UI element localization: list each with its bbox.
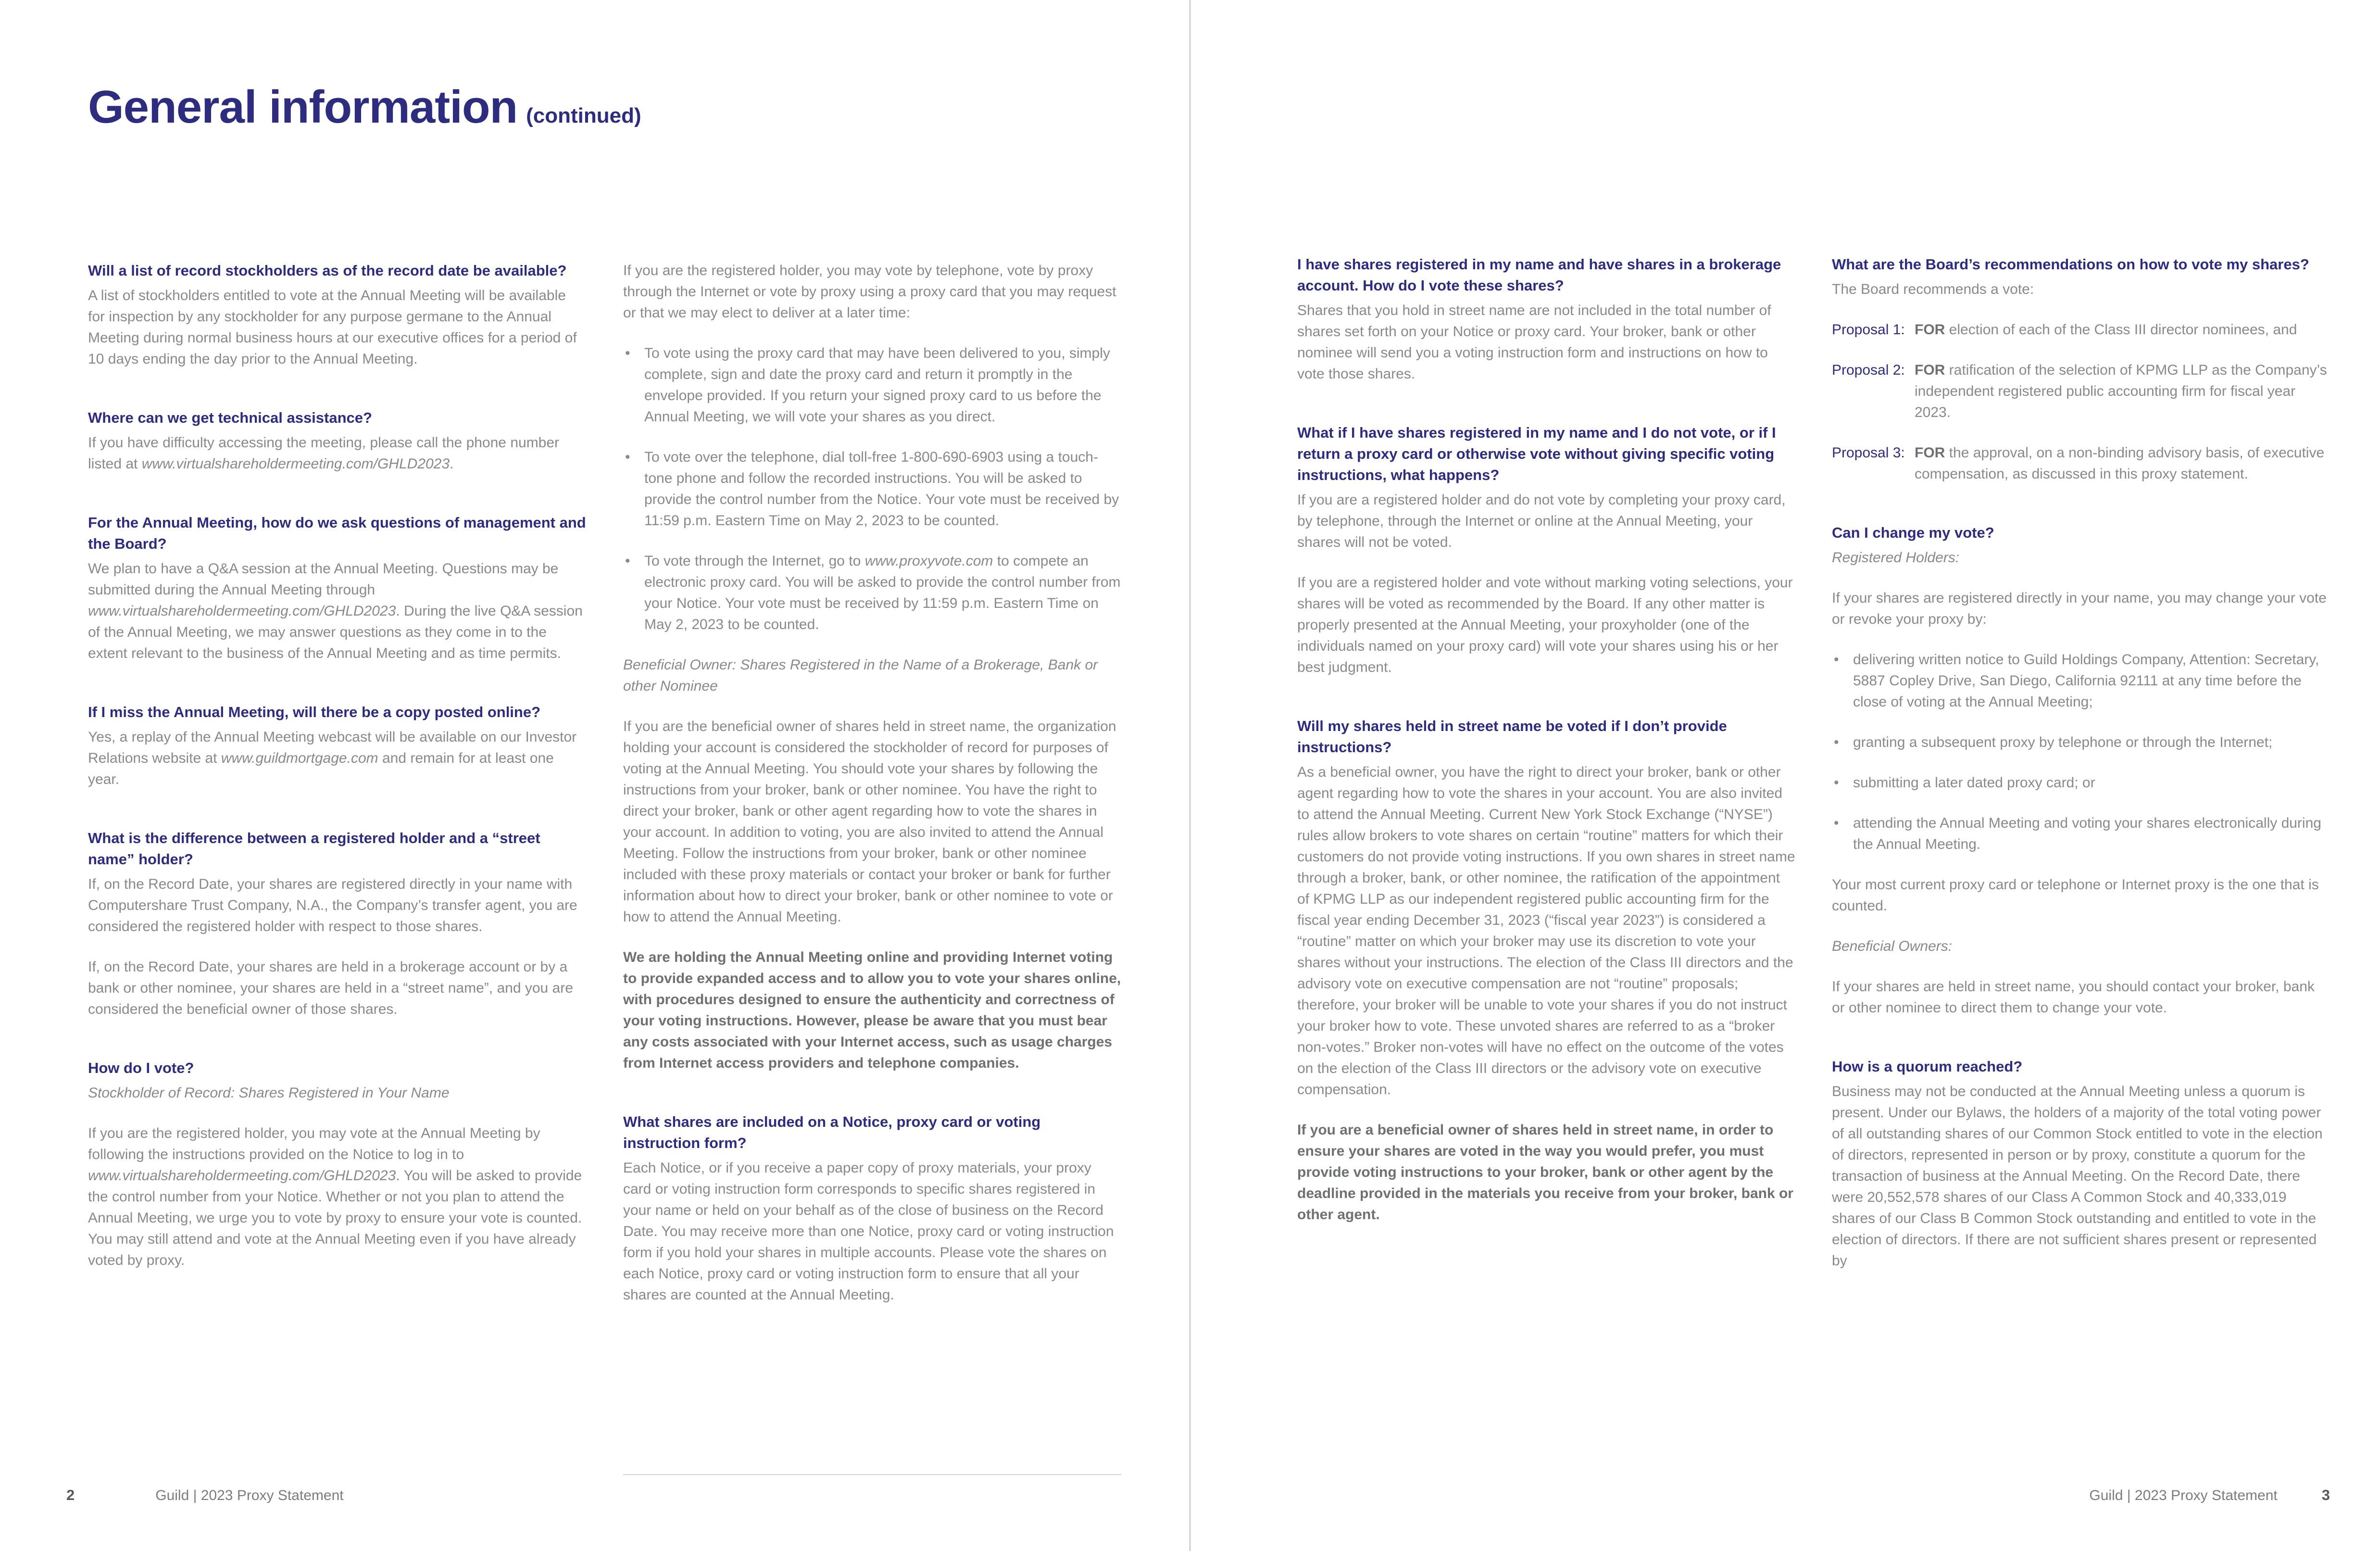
body-paragraph [88,874,586,937]
bullet-text [644,345,1110,425]
question-heading [1832,1056,2330,1077]
text-run: What are the Board’s recommendations on how to vote my shares? [1832,256,2309,273]
column-4 [1832,254,2330,1272]
text-run: granting a subsequent proxy by telephone or through the Internet; [1853,734,2273,750]
bullet-item [623,551,1121,635]
body-paragraph [88,957,586,1020]
italic-text-run: www.virtualshareholdermeeting.com/GHLD2023 [88,1168,396,1184]
text-run: attending the Annual Meeting and voting your shares electronically during the Annual Meeting. [1853,815,2321,852]
footer-label: Guild | 2023 Proxy Statement [2089,1488,2278,1503]
text-run: If you have difficulty accessing the meeting, please call the phone number listed at [88,435,560,472]
bullet-item [1832,649,2330,713]
text-run: If you are the beneficial owner of shares held in street name, the organization holding your account is considered the stockholder of record for purposes of voting at the Annual Meeting. You should vote your shares by following the instructions from your broker, bank or other nominee. You have the right to direct your broker, bank or other agent regarding how to vote the shares in your account. In addition to voting, you are also invited to attend the Annual Meeting. Follow the instructions from your broker, bank or other nominee included with these proxy materials or contact your broker or bank for further information about how to direct your broker, bank or other nominee to vote or how to attend the Annual Meeting. [623,719,1116,925]
bullet-glyph: • [625,345,630,361]
text-run: As a beneficial owner, you have the right to direct your broker, bank or other agent regarding how to vote the shares in your account. You are also invited to attend the Annual Meeting. Current New York Stock Exchange (“NYSE”) rules allow brokers to vote shares on certain “routine” matters for which their customers do not provide voting instructions. If you own shares in street name through a broker, bank, or other nominee, the ratification of the appointment of KPMG LLP as our independent registered public accounting firm for the fiscal year ending December 31, 2023 (“fiscal year 2023”) is considered a “routine” matter on which your broker may use its discretion to vote your shares without your instructions. The election of the Class III directors and the advisory vote on executive compensation are not “routine” proposals; therefore, your broker will be unable to vote your shares if you do not instruct your broker how to vote. These unvoted shares are referred to as a “broker non-votes.” Broker non-votes will have no effect on the outcome of the votes on the election of the Class III directors or the advisory vote on executive compensation. [1297,764,1795,1097]
text-run: . You will be asked to provide the control number from your Notice. Whether or not you plan to attend the Annual Meeting, we urge you to vote by proxy to ensure your vote is counted. You may still attend and vote at the Annual Meeting even if you have already voted by proxy. [88,1168,582,1268]
body-paragraph [88,558,586,664]
question-heading [1832,522,2330,543]
body-paragraph [1297,490,1795,553]
body-paragraph [1832,1081,2330,1272]
bold-for-run: FOR [1915,322,1945,338]
column-2 [623,260,1121,1306]
question-heading [1297,422,1795,486]
page-number: 3 [2321,1487,2330,1503]
text-run: A list of stockholders entitled to vote at the Annual Meeting will be available for inspection by any stockholder for any purpose germane to the Annual Meeting during normal business hours at our executive offices for a period of 10 days ending the day prior to the Annual Meeting. [88,288,577,367]
page-number: 2 [66,1487,75,1503]
text-run: Yes, a replay of the Annual Meeting webcast will be available on our Investor Relations website at [88,729,577,766]
body-paragraph [88,285,586,370]
question-heading [88,260,586,281]
text-run: to compete an electronic proxy card. You will be asked to provide the control number from your Notice. Your vote must be received by 11:59 p.m. Eastern Time on May 2, 2023 to be counted. [644,553,1121,632]
italic-subheading [1832,936,2330,957]
text-run: If you are a beneficial owner of shares held in street name, in order to ensure your shares are voted in the way you would prefer, you must provide voting instructions to your broker, bank or other agent by the deadline provided in the materials you receive from your broker, bank or other agent. [1297,1122,1793,1223]
emphasis-paragraph [1297,1120,1795,1225]
text-run: If, on the Record Date, your shares are held in a brokerage account or by a bank or other nominee, your shares are held in a “street name”, and you are considered the beneficial owner of those shares. [88,959,573,1017]
italic-text-run: www.virtualshareholdermeeting.com/GHLD2023 [88,603,396,619]
bullet-glyph: • [1834,734,1839,750]
text-run: . [450,456,454,472]
question-heading [1297,254,1795,296]
bullet-glyph: • [625,553,630,569]
text-run: election of each of the Class III director nominees, and [1945,322,2297,338]
text-run: Stockholder of Record: Shares Registered in Your Name [88,1085,450,1101]
text-run: . During the live Q&A session of the Annual Meeting, we may answer questions as they come in to the extent relevant to the business of the Annual Meeting and as time permits. [88,603,583,661]
text-run: If your shares are registered directly in your name, you may change your vote or revoke your proxy by: [1832,590,2327,627]
column-1 [88,260,586,1306]
bold-for-run: FOR [1915,445,1945,461]
question-heading [623,1111,1121,1154]
text-run: What if I have shares registered in my name and I do not vote, or if I return a proxy card or otherwise vote without giving specific voting instructions, what happens? [1297,424,1776,483]
body-paragraph [1832,976,2330,1019]
italic-subheading [623,655,1121,697]
text-run: Will a list of record stockholders as of the record date be available? [88,262,567,279]
question-heading [88,702,586,723]
bullet-text [644,553,1121,632]
bullet-glyph: • [1834,775,1839,791]
footer-right [2089,1487,2330,1504]
text-run: Your most current proxy card or telephone or Internet proxy is the one that is counted. [1832,877,2319,914]
page-title [88,81,1121,139]
left-page-columns [88,260,1121,1306]
text-run: Beneficial Owners: [1832,938,1953,954]
text-run: Shares that you hold in street name are not included in the total number of shares set forth on your Notice or proxy card. Your broker, bank or other nominee will send you a voting instruction form and instructions on how to vote those shares. [1297,303,1771,382]
proposal-text [1915,442,2330,485]
text-run: We are holding the Annual Meeting online and providing Internet voting to provide expanded access and to allow you to vote your shares online, with procedures designed to ensure the authenticity and correctness of your voting instructions. However, please be aware that you must bear any costs associated with your Internet access, such as usage charges from Internet access providers and telephone companies. [623,949,1121,1071]
bullet-item [1832,813,2330,855]
text-run: Where can we get technical assistance? [88,409,372,426]
text-run: submitting a later dated proxy card; or [1853,775,2095,791]
bullet-item [1832,772,2330,794]
bullet-text [1853,652,2319,710]
page-title-main: General information [88,81,518,133]
proposal-row [1832,360,2330,423]
body-paragraph [88,432,586,475]
text-run: Each Notice, or if you receive a paper copy of proxy materials, your proxy card or voting instruction form corresponds to specific shares registered in your name or held on your behalf as of the close of business on the Record Date. You may receive more than one Notice, proxy card or voting instruction form if you hold your shares in multiple accounts. Please vote the shares on each Notice, proxy card or voting instruction form to ensure that all your shares are counted at the Annual Meeting. [623,1160,1114,1303]
text-run: How is a quorum reached? [1832,1058,2023,1075]
text-run: ratification of the selection of KPMG LLP as the Company’s independent registered public accounting firm for fiscal year 2023. [1915,362,2327,420]
text-run: To vote through the Internet, go to [644,553,865,569]
bullet-glyph: • [625,449,630,465]
text-run: delivering written notice to Guild Holdings Company, Attention: Secretary, 5887 Copley Drive, San Diego, California 92111 at any time before the close of voting at the Annual Meeting; [1853,652,2319,710]
body-paragraph [1297,762,1795,1100]
question-heading [88,512,586,555]
text-run: If you are a registered holder and vote without marking voting selections, your shares will be voted as recommended by the Board. If any other matter is properly presented at the Annual Meeting, your proxyholder (one of the individuals named on your proxy card) will vote your shares using his or her best judgment. [1297,575,1793,675]
question-heading [88,407,586,429]
text-run: Business may not be conducted at the Annual Meeting unless a quorum is present. Under our Bylaws, the holders of a majority of the total voting power of all outstanding shares of our Common Stock entitled to vote in the election of directors, represented in person or by proxy, constitute a quorum for the transaction of business at the Annual Meeting. On the Record Date, there were 20,552,578 shares of our Class A Common Stock and 40,333,019 shares of our Class B Common Stock outstanding and entitled to vote in the election of directors. If there are not sufficient shares present or represented by [1832,1084,2323,1269]
proposal-text [1915,360,2330,423]
bullet-item [1832,732,2330,753]
text-run: How do I vote? [88,1059,194,1076]
bold-for-run: FOR [1915,362,1945,378]
text-run: Registered Holders: [1832,550,1960,566]
text-run: To vote over the telephone, dial toll-free 1-800-690-6903 using a touch-tone phone and follow the recorded instructions. You will be asked to provide the control number from the Notice. Your vote must be received by 11:59 p.m. Eastern Time on May 2, 2023 to be counted. [644,449,1119,529]
text-run: Beneficial Owner: Shares Registered in the Name of a Brokerage, Bank or other Nominee [623,657,1098,694]
body-paragraph [623,716,1121,928]
italic-subheading [1832,547,2330,568]
text-run: What is the difference between a registered holder and a “street name” holder? [88,830,540,868]
proposal-text [1915,319,2330,340]
body-paragraph [88,1123,586,1271]
question-heading [88,828,586,870]
question-heading [88,1058,586,1079]
text-run: Will my shares held in street name be voted if I don’t provide instructions? [1297,718,1727,756]
body-paragraph [1297,572,1795,678]
bullet-glyph: • [1834,815,1839,831]
body-paragraph [623,1158,1121,1306]
text-run: and remain for at least one year. [88,750,554,787]
question-heading [1832,254,2330,275]
text-run: What shares are included on a Notice, proxy card or voting instruction form? [623,1113,1041,1151]
body-paragraph [1832,588,2330,630]
emphasis-paragraph [623,947,1121,1074]
bullet-text [1853,775,2095,791]
bullet-item [623,343,1121,428]
question-heading [1297,716,1795,758]
bullet-text [1853,815,2321,852]
text-run: For the Annual Meeting, how do we ask questions of management and the Board? [88,514,586,552]
text-run: If you are the registered holder, you may vote at the Annual Meeting by following the instructions provided on the Notice to log in to [88,1125,540,1162]
body-paragraph [1832,874,2330,917]
proposal-label: Proposal 3: [1832,445,1905,461]
bullet-glyph: • [1834,652,1839,668]
italic-text-run: www.proxyvote.com [864,553,993,569]
text-run: The Board recommends a vote: [1832,281,2034,297]
page-title-suffix: (continued) [526,104,641,127]
text-run: If you are the registered holder, you may vote by telephone, vote by proxy through the Internet or vote by proxy using a proxy card that you may request or that we may elect to deliver at a later time: [623,263,1116,321]
body-paragraph [1832,279,2330,300]
text-run: We plan to have a Q&A session at the Annual Meeting. Questions may be submitted during the Annual Meeting through [88,561,559,598]
italic-subheading [88,1083,586,1104]
text-run: If I miss the Annual Meeting, will there be a copy posted online? [88,704,541,720]
text-run: the approval, on a non-binding advisory basis, of executive compensation, as discussed in this proxy statement. [1915,445,2325,482]
text-run: To vote using the proxy card that may have been delivered to you, simply complete, sign and date the proxy card and return it promptly in the envelope provided. If you return your signed proxy card to us before the Annual Meeting, we will vote your shares as you direct. [644,345,1110,425]
italic-text-run: www.guildmortgage.com [221,750,378,766]
text-run: If your shares are held in street name, you should contact your broker, bank or other nominee to direct them to change your vote. [1832,979,2315,1016]
body-paragraph [1297,300,1795,385]
right-page-columns [1297,254,2330,1272]
proposal-row [1832,319,2330,340]
page-right [1190,0,2380,1551]
proposal-label: Proposal 2: [1832,362,1905,378]
footer-label: Guild | 2023 Proxy Statement [155,1488,344,1503]
bullet-text [644,449,1119,529]
proposal-label: Proposal 1: [1832,322,1905,338]
proposal-row [1832,442,2330,485]
bullet-text [1853,734,2272,750]
text-run: If you are a registered holder and do not vote by completing your proxy card, by telephone, through the Internet or online at the Annual Meeting, your shares will not be voted. [1297,492,1786,550]
body-paragraph [623,260,1121,324]
bullet-item [623,447,1121,531]
text-run: Can I change my vote? [1832,524,1994,541]
footer-left [66,1487,344,1504]
text-run: If, on the Record Date, your shares are registered directly in your name with Computershare Trust Company, N.A., the Company’s transfer agent, you are considered the registered holder with respect to those shares. [88,876,577,934]
column-3 [1297,254,1795,1272]
footer-rule [623,1474,1121,1475]
body-paragraph [88,727,586,790]
text-run: I have shares registered in my name and have shares in a brokerage account. How do I vote these shares? [1297,256,1781,294]
italic-text-run: www.virtualshareholdermeeting.com/GHLD2023 [141,456,450,472]
